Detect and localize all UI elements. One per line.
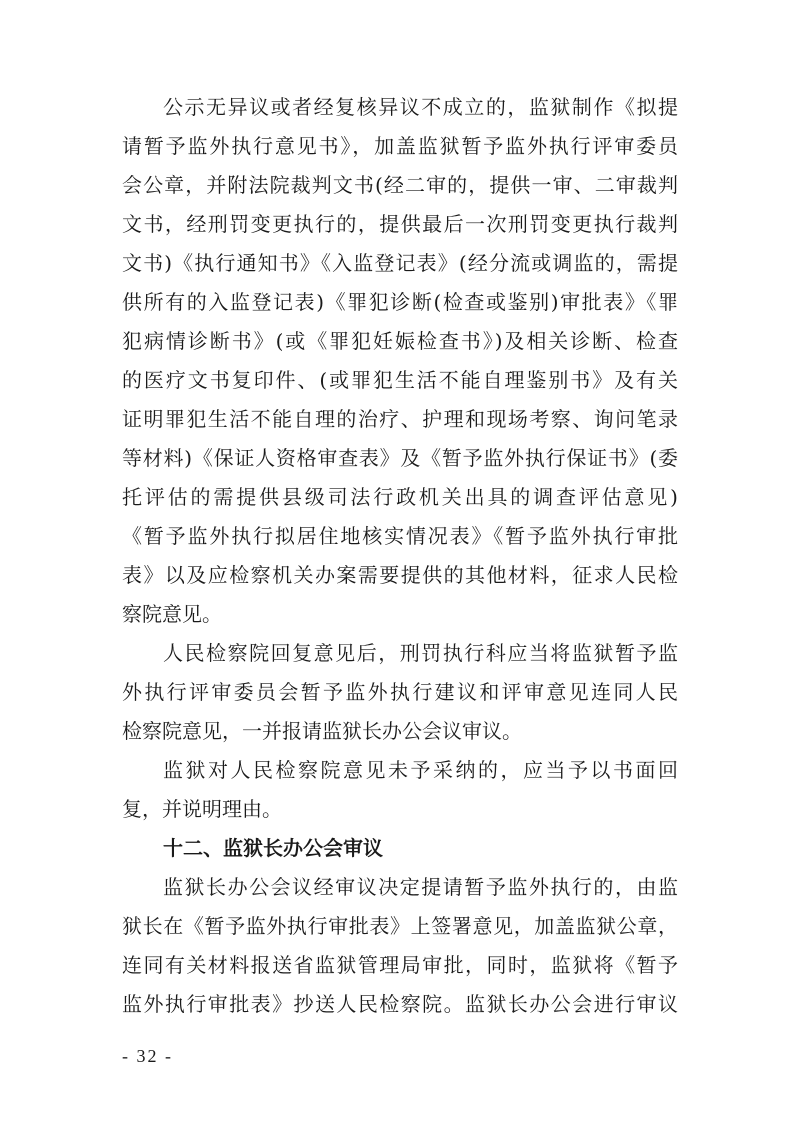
text-line: 会公章，并附法院裁判文书(经二审的，提供一审、二审裁判 bbox=[122, 173, 678, 197]
text-line: 供所有的入监登记表)《罪犯诊断(检查或鉴别)审批表》《罪 bbox=[122, 290, 678, 314]
text-line: 狱长在《暂予监外执行审批表》上签署意见，加盖监狱公章， bbox=[122, 914, 678, 938]
text-line: 文书，经刑罚变更执行的，提供最后一次刑罚变更执行裁判 bbox=[122, 212, 678, 236]
text-line: 检察院意见，一并报请监狱长办公会议审议。 bbox=[122, 719, 522, 743]
text-line: 《暂予监外执行拟居住地核实情况表》《暂予监外执行审批 bbox=[122, 524, 678, 548]
text-line: 人民检察院回复意见后，刑罚执行科应当将监狱暂予监 bbox=[163, 641, 678, 665]
text-line: 复，并说明理由。 bbox=[122, 797, 282, 821]
text-line: 监狱对人民检察院意见未予采纳的，应当予以书面回 bbox=[163, 758, 678, 782]
text-line: 等材料)《保证人资格审查表》及《暂予监外执行保证书》(委 bbox=[122, 446, 678, 470]
text-line: 的医疗文书复印件、(或罪犯生活不能自理鉴别书》及有关 bbox=[122, 368, 678, 392]
text-line: 外执行评审委员会暂予监外执行建议和评审意见连同人民 bbox=[122, 680, 678, 704]
text-line: 文书)《执行通知书》《入监登记表》(经分流或调监的，需提 bbox=[122, 251, 678, 275]
text-line: 监狱长办公会议经审议决定提请暂予监外执行的，由监 bbox=[163, 875, 678, 899]
text-line: 公示无异议或者经复核异议不成立的，监狱制作《拟提 bbox=[163, 95, 678, 119]
text-line: 证明罪犯生活不能自理的治疗、护理和现场考察、询问笔录 bbox=[122, 407, 678, 431]
text-line: 表》以及应检察机关办案需要提供的其他材料，征求人民检 bbox=[122, 563, 678, 587]
text-line: 连同有关材料报送省监狱管理局审批，同时，监狱将《暂予 bbox=[122, 953, 678, 977]
text-line: 请暂予监外执行意见书》，加盖监狱暂予监外执行评审委员 bbox=[122, 134, 678, 158]
page-number: - 32 - bbox=[122, 1046, 173, 1066]
text-line: 察院意见。 bbox=[122, 602, 222, 626]
text-line: 托评估的需提供县级司法行政机关出具的调查评估意见) bbox=[122, 485, 678, 509]
body-text bbox=[122, 88, 678, 1024]
text-line: 犯病情诊断书》(或《罪犯妊娠检查书》)及相关诊断、检查 bbox=[122, 329, 678, 353]
section-heading: 十二、监狱长办公会审议 bbox=[163, 836, 383, 860]
text-line: 监外执行审批表》抄送人民检察院。监狱长办公会进行审议 bbox=[122, 992, 678, 1016]
